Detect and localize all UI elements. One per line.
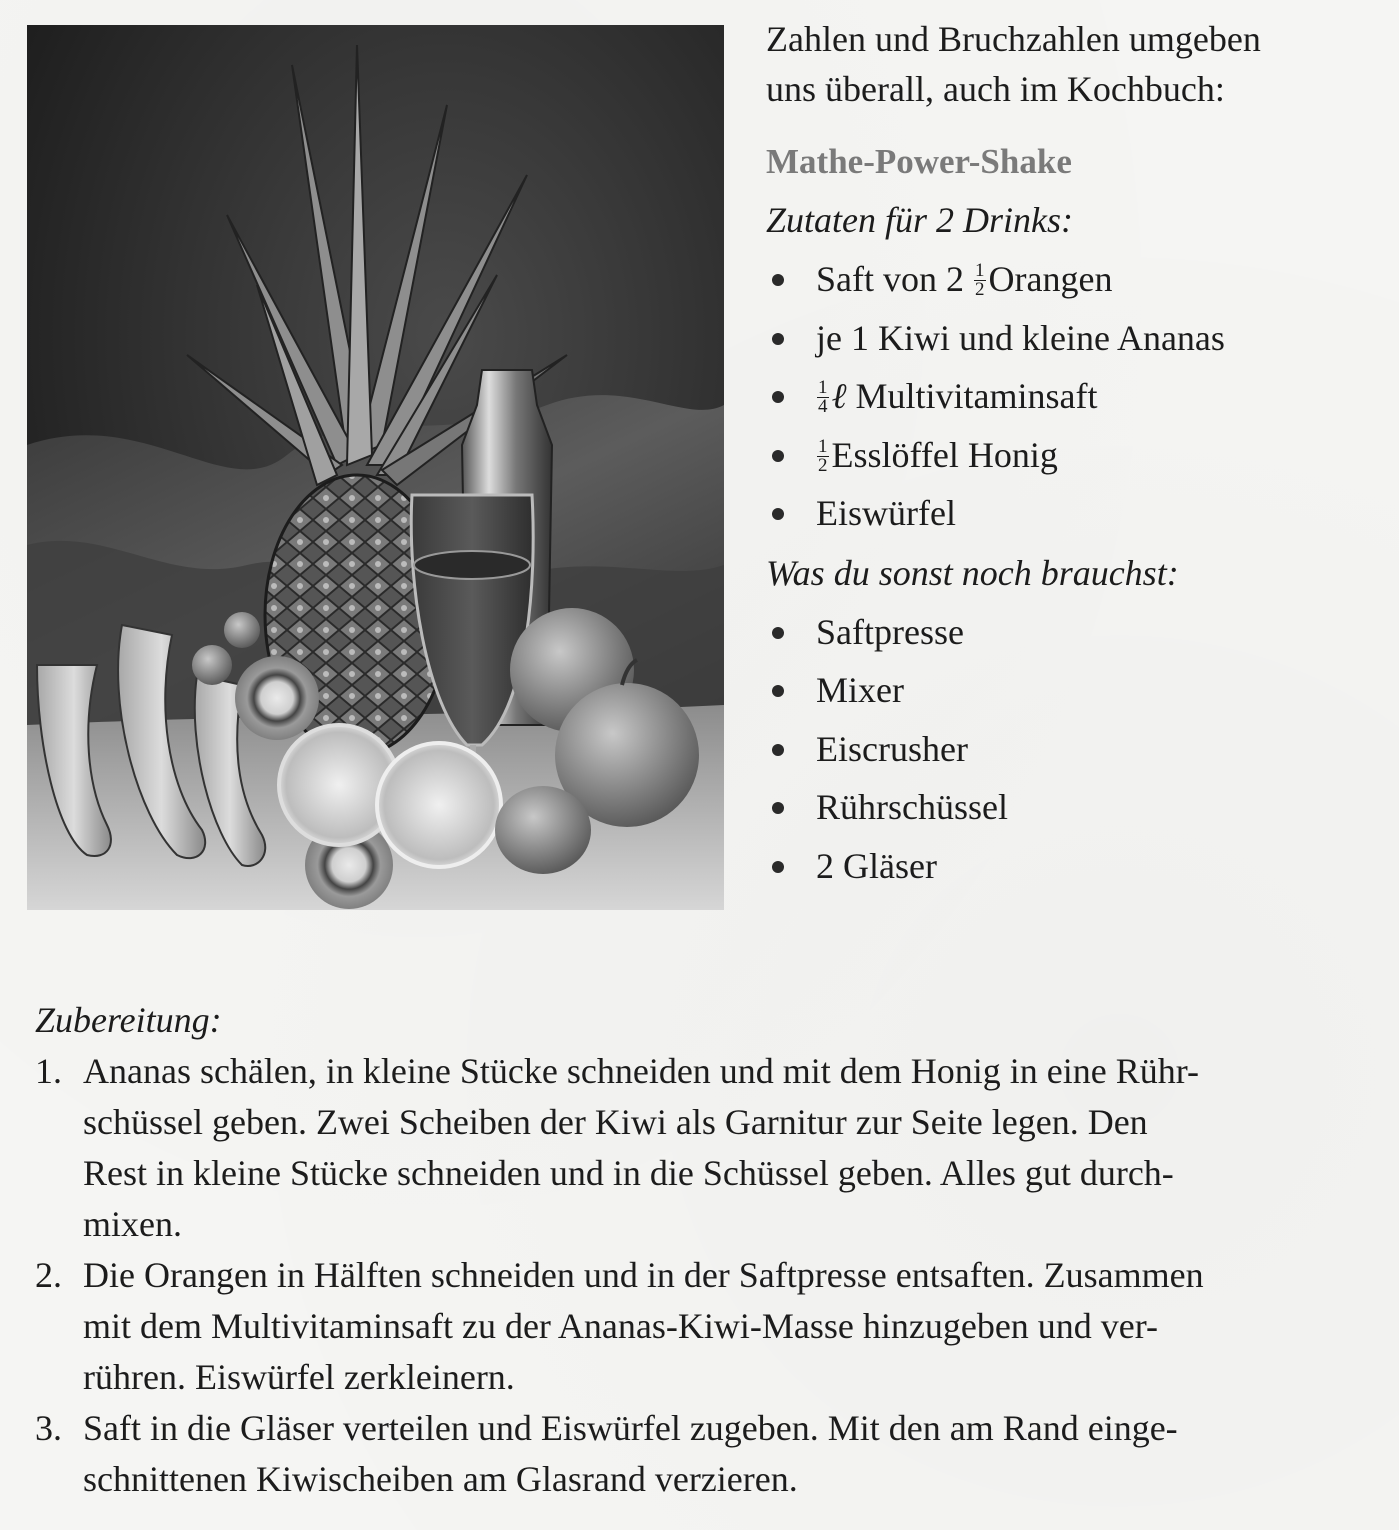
intro-line-2: uns überall, auch im Kochbuch: xyxy=(766,69,1225,109)
fraction xyxy=(817,379,829,416)
fraction xyxy=(974,262,986,299)
fruit-photo xyxy=(27,25,724,910)
liter-unit: ℓ xyxy=(831,376,847,416)
tools-heading: Was du sonst noch brauchst: xyxy=(766,552,1179,593)
fruit-photo-illustration xyxy=(27,25,724,910)
ingredient-item xyxy=(766,367,1386,426)
fraction-denominator: 4 xyxy=(818,396,828,418)
bullet-icon xyxy=(772,508,784,520)
preparation-heading: Zubereitung: xyxy=(35,1000,222,1040)
tool-item xyxy=(766,661,1386,720)
bullet-icon xyxy=(772,274,784,286)
tool-text: Saftpresse xyxy=(816,611,964,652)
step-item xyxy=(35,1046,1387,1250)
step-number: 3. xyxy=(35,1408,62,1448)
ingredient-text: je 1 Kiwi und kleine Ananas xyxy=(816,317,1225,358)
ingredient-item xyxy=(766,309,1386,368)
tool-text: Rührschüssel xyxy=(816,787,1008,827)
recipe-title: Mathe-Power-Shake xyxy=(766,142,1072,181)
ingredients-list xyxy=(766,250,1386,543)
tool-item xyxy=(766,603,1386,662)
ingredient-text: Esslöffel Honig xyxy=(831,434,1058,475)
intro-text xyxy=(766,14,1386,114)
step-number: 2. xyxy=(35,1255,62,1295)
bullet-icon xyxy=(772,450,784,462)
intro-line-1: Zahlen und Bruchzahlen umgeben xyxy=(766,19,1261,59)
ingredients-heading: Zutaten für 2 Drinks: xyxy=(766,200,1074,240)
fraction-numerator: 1 xyxy=(818,377,828,399)
ingredient-item xyxy=(766,250,1386,309)
step-item xyxy=(35,1403,1387,1505)
ingredient-item xyxy=(766,426,1386,485)
bullet-icon xyxy=(772,861,784,873)
ingredient-text: Eiswürfel xyxy=(816,493,956,533)
ingredient-text: Orangen xyxy=(988,259,1113,299)
tool-item xyxy=(766,837,1386,896)
bullet-icon xyxy=(772,391,784,403)
tool-item xyxy=(766,778,1386,837)
tool-text: Eiscrusher xyxy=(816,728,968,769)
fraction-numerator: 1 xyxy=(975,260,985,282)
preparation-section xyxy=(35,996,1387,1505)
step-line: rühren. Eiswürfel zerkleinern. xyxy=(83,1357,515,1397)
tool-item xyxy=(766,720,1386,779)
bullet-icon xyxy=(772,333,784,345)
bullet-icon xyxy=(772,685,784,697)
step-item xyxy=(35,1250,1387,1403)
fraction xyxy=(817,435,829,476)
step-line: Die Orangen in Hälften schneiden und in der Saftpresse entsaften. Zusammen xyxy=(83,1255,1204,1295)
tool-text: 2 Gläser xyxy=(816,845,937,886)
ingredient-text: Multivitaminsaft xyxy=(855,376,1098,416)
bullet-icon xyxy=(772,802,784,814)
step-line: Rest in kleine Stücke schneiden und in die Schüssel geben. Alles gut durch- xyxy=(83,1153,1174,1193)
step-line: schüssel geben. Zwei Scheiben der Kiwi als Garnitur zur Seite legen. Den xyxy=(83,1102,1148,1142)
fraction-numerator: 1 xyxy=(818,435,828,457)
fraction-denominator: 2 xyxy=(818,454,828,476)
step-line: Saft in die Gläser verteilen und Eiswürfel zugeben. Mit den am Rand einge- xyxy=(83,1408,1178,1448)
step-number: 1. xyxy=(35,1051,62,1091)
fraction-denominator: 2 xyxy=(975,279,985,301)
bullet-icon xyxy=(772,744,784,756)
ingredient-prefix: Saft von 2 xyxy=(816,259,964,299)
step-line: schnittenen Kiwischeiben am Glasrand verzieren. xyxy=(83,1459,798,1499)
tool-text: Mixer xyxy=(816,670,904,710)
recipe-column xyxy=(766,14,1386,895)
step-line: mit dem Multivitaminsaft zu der Ananas-Kiwi-Masse hinzugeben und ver- xyxy=(83,1306,1159,1346)
tools-list xyxy=(766,603,1386,896)
step-line: mixen. xyxy=(83,1204,182,1244)
bullet-icon xyxy=(772,627,784,639)
step-line: Ananas schälen, in kleine Stücke schneiden und mit dem Honig in eine Rühr- xyxy=(83,1051,1200,1091)
preparation-steps xyxy=(35,1046,1387,1505)
ingredient-item xyxy=(766,484,1386,543)
